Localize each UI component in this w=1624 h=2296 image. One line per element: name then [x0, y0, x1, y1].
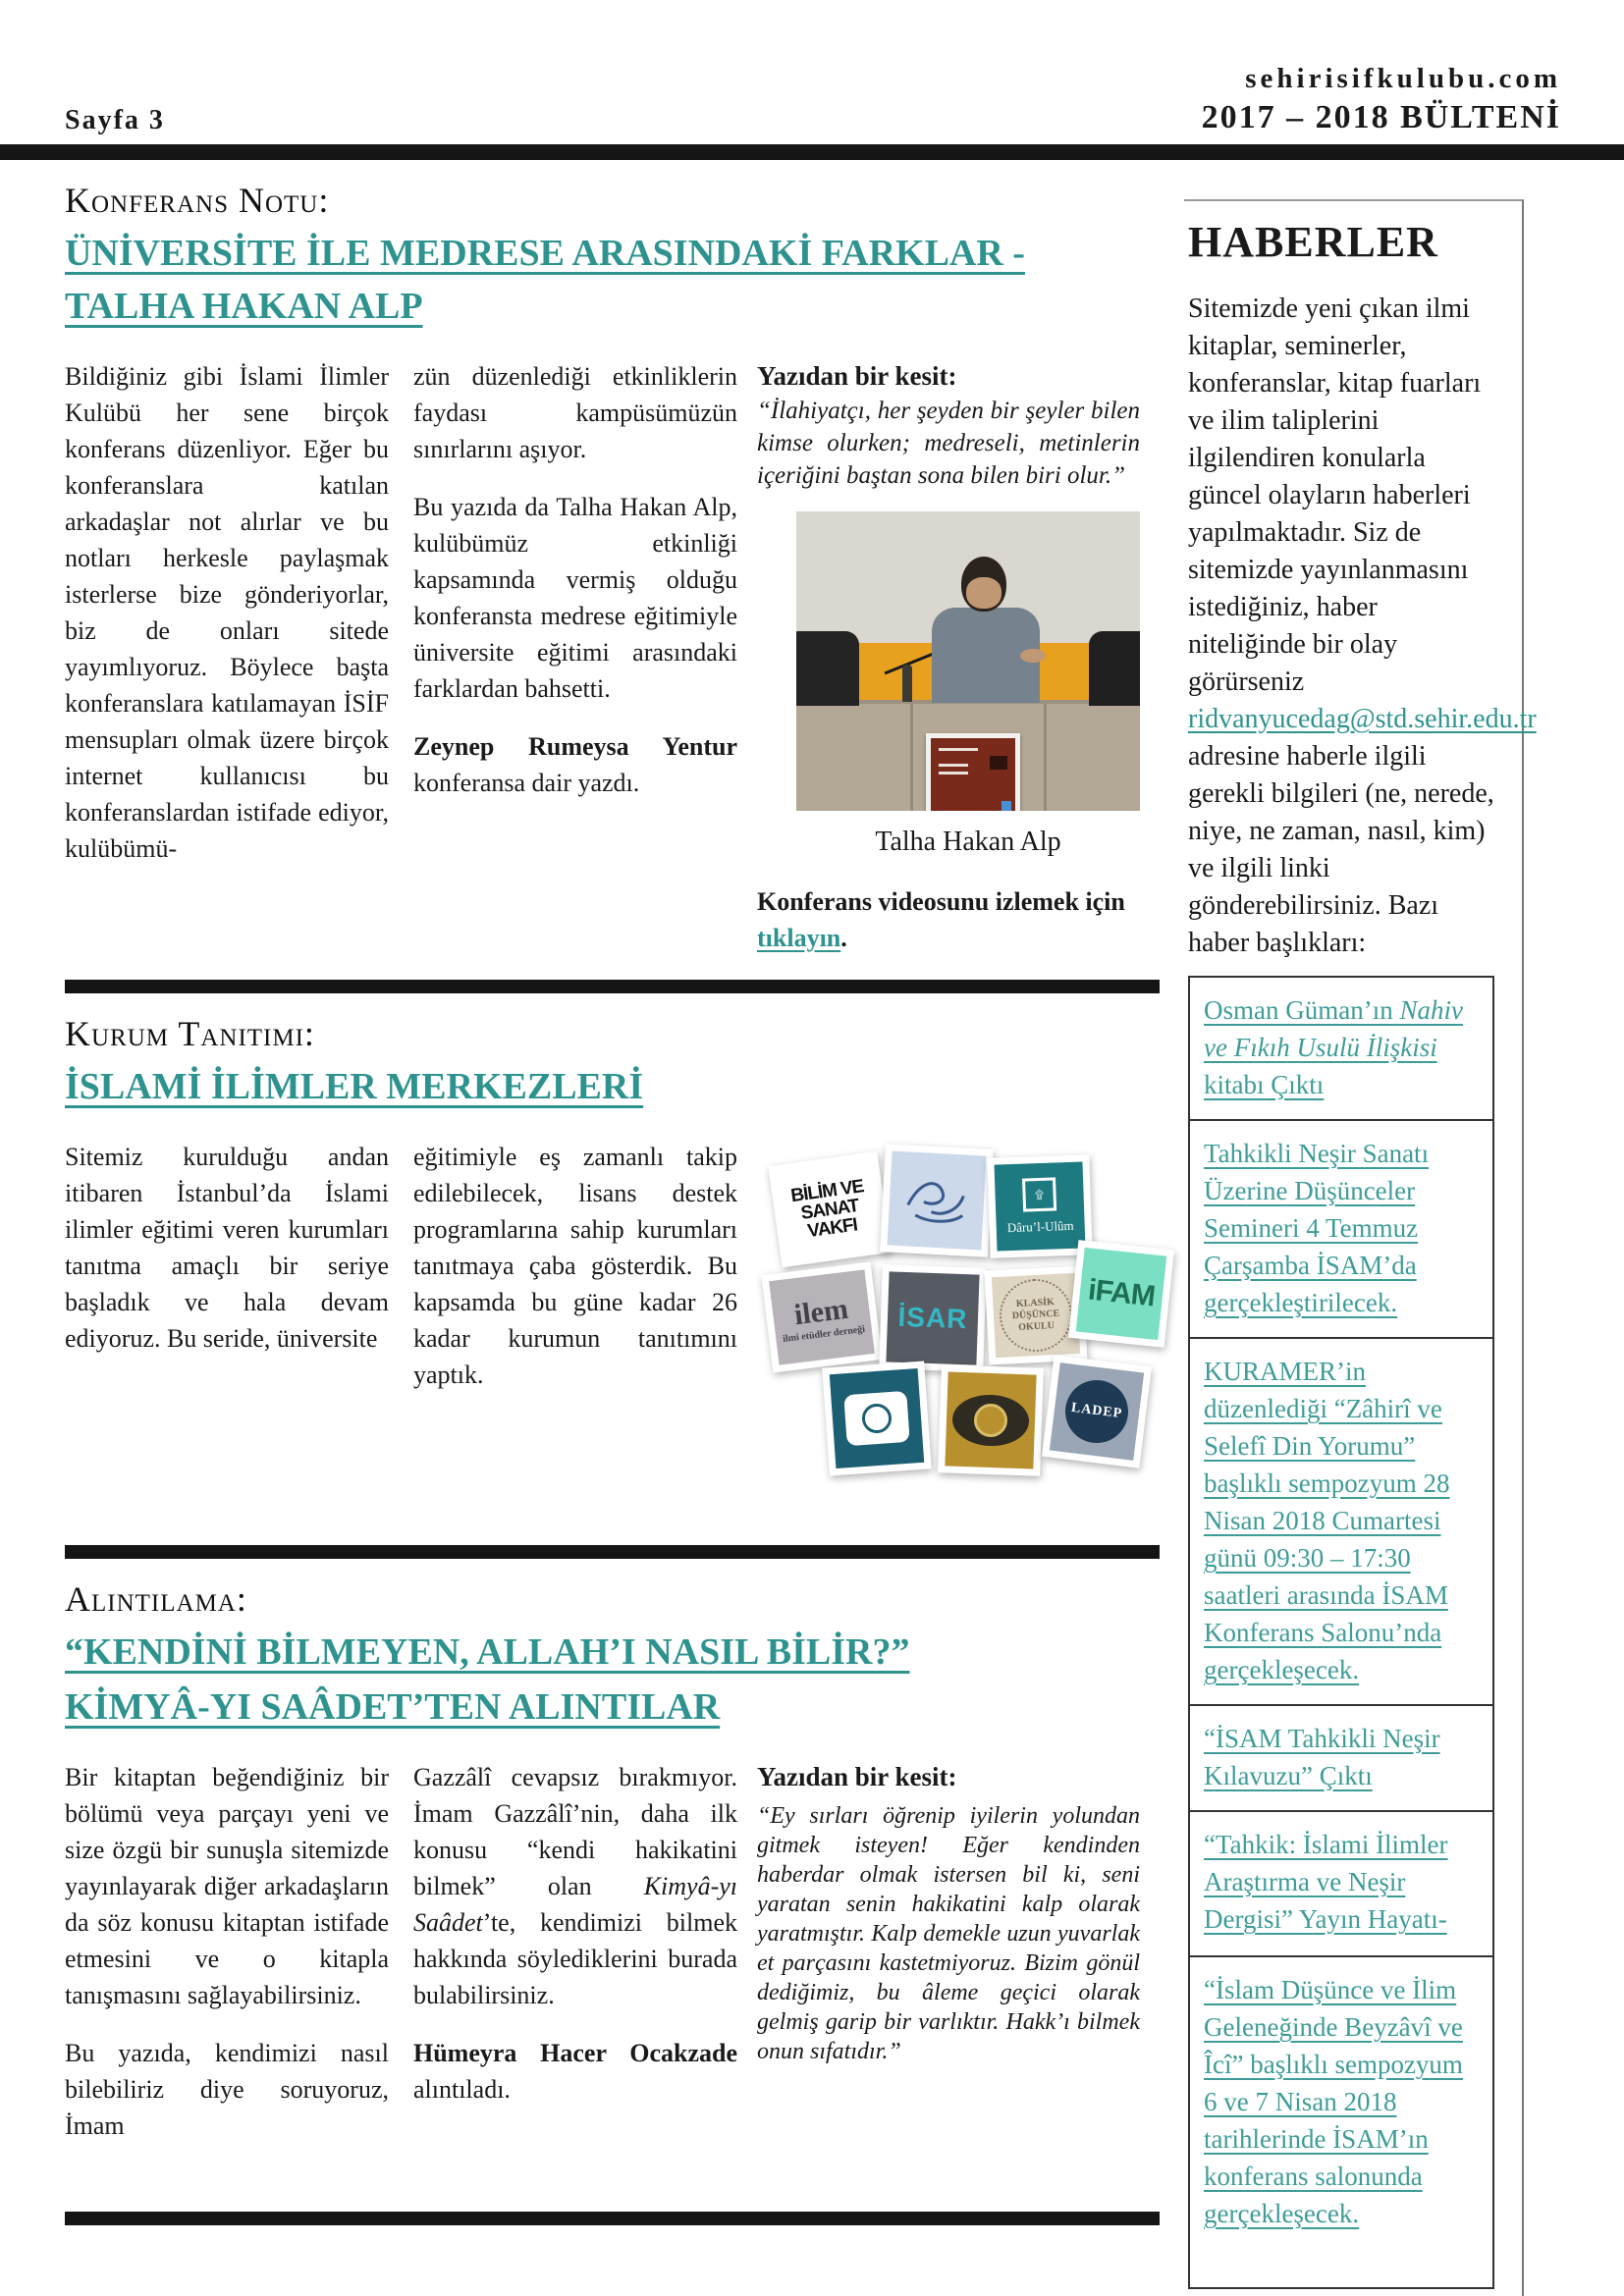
- desk-seam: [910, 703, 913, 811]
- news-link-2[interactable]: Tahkikli Neşir Sanatı Üzerine Düşünceler Semineri 4 Temmuz Çarşamba İSAM’da gerçekleştirilecek.: [1204, 1139, 1430, 1317]
- logo-card-ifam: [1068, 1240, 1174, 1348]
- section-divider: [65, 980, 1160, 993]
- kurum-col-2: [413, 1139, 737, 1522]
- speaker-face: [966, 577, 1001, 609]
- konferans-col-2: [413, 358, 737, 956]
- news-item: [1188, 1955, 1494, 2289]
- alinti-col-1: [65, 1759, 389, 2144]
- credit-rest: konferansa dair yazdı.: [413, 769, 640, 797]
- page-number-label: Sayfa 3: [65, 105, 165, 135]
- alinti-paragraph: Bir kitaptan beğendiğiniz bir bölümü veya parçayı yeni ve size özgü bir sunuşla sitemizde yayınlayarak diğer arkadaşların da söz konusu kitaptan istifade etmesini ve o kitapla tanışmasını sağlayabilirsiniz.: [65, 1763, 389, 2009]
- alinti-title-link-line2[interactable]: KİMYÂ-YI SAÂDET’TEN ALINTILAR: [65, 1686, 721, 1728]
- kurum-paragraph: Sitemiz kurulduğu andan itibaren İstanbul’da İslami ilimler eğitimi veren kurumları tanıtma amaçlı bir seriye başladık ve hala devam ediyoruz. Bu seride, üniversite: [65, 1143, 389, 1353]
- isar-logo: İSAR: [897, 1301, 968, 1335]
- intro-text-end: adresine haberle ilgili gerekli bilgileri (ne, nerede, niye, ne zaman, nasıl, kim) ve ilgili linki gönderebilirsiniz. Bazı haber başlıkları:: [1188, 741, 1494, 958]
- video-link[interactable]: tıklayın: [757, 924, 841, 952]
- kurum-kicker: Kurum Tanıtımı:: [65, 1014, 315, 1053]
- author-name: Hümeyra Hacer Ocakzade: [413, 2039, 737, 2067]
- logo-card-ladep: [1042, 1355, 1152, 1468]
- sidebar-title: HABERLER: [1188, 218, 1438, 266]
- konferans-kicker: Konferans Notu:: [65, 181, 330, 220]
- section-kurum-tanitimi: [65, 1013, 1160, 1522]
- news-list: [1188, 976, 1494, 2289]
- chair-silhouette: [1089, 631, 1140, 706]
- page-header: [0, 0, 1624, 144]
- alinti-col-3: [757, 1759, 1140, 2144]
- alinti-columns: [65, 1759, 1160, 2144]
- header-divider: [0, 144, 1624, 160]
- klasik-dusunce-label: KLASİK DÜŞÜNCE OKULU: [1011, 1297, 1060, 1333]
- kurum-paragraph: eğitimiyle eş zamanlı takip edilebilecek, lisans destek programlarına sahip kurumları tanıtmaya çaba gösterdik. Bu kapsamda bu güne kadar 26 kadar kurumun tanıtımını yaptık.: [413, 1143, 737, 1389]
- chair-silhouette: [796, 631, 859, 706]
- book-title: Kimyâ-yı Saâdet: [413, 1872, 737, 1937]
- kurum-col-1: [65, 1139, 389, 1522]
- arabic-calligraphy-icon: [901, 1171, 973, 1230]
- logo-card-darul-ulum: [987, 1154, 1092, 1258]
- bilim-sanat-vakfi-logo: BİLİM VE SANAT VAKFI: [789, 1175, 865, 1242]
- alinti-text-end: ’te, kendimizi bilmek hakkında söylediklerini burada bulabilirsiniz.: [413, 1908, 737, 2009]
- alinti-paragraph: [413, 1759, 737, 2013]
- konferans-paragraph: zün düzenlediği etkinliklerin faydası kampüsümüzün sınırlarını aşıyor.: [413, 362, 737, 463]
- conference-photo: [796, 511, 1140, 811]
- author-name: Zeynep Rumeysa Yentur: [413, 732, 737, 761]
- konferans-author-credit: [413, 728, 737, 801]
- ladep-label: LADEP: [1070, 1400, 1123, 1422]
- edition-label: 2017 – 2018 BÜLTENİ: [1201, 99, 1561, 135]
- news-link-1[interactable]: Osman Güman’ın Nahiv ve Fıkıh Usulü İlişkisi kitabı Çıktı: [1204, 995, 1463, 1099]
- credit-rest: alıntıladı.: [413, 2075, 511, 2104]
- news-link-3[interactable]: KURAMER’in düzenlediği “Zâhirî ve Selefî Din Yorumu” başlıklı sempozyum 28 Nisan 2018 Cumartesi günü 09:30 – 17:30 saatleri arasında İSAM Konferans Salonu’nda gerçekleşecek.: [1204, 1357, 1450, 1684]
- logo-card-calligraphy: [880, 1144, 994, 1257]
- news-link-5[interactable]: “Tahkik: İslami İlimler Araştırma ve Neşir Dergisi” Yayın Hayatı-: [1204, 1830, 1448, 1934]
- video-text-end: .: [840, 924, 847, 952]
- kurum-title-link[interactable]: İSLAMİ İLİMLER MERKEZLERİ: [65, 1066, 644, 1107]
- logo-card-isar: [879, 1264, 987, 1372]
- poster-logo-square: [1001, 801, 1011, 811]
- alinti-text: Gazzâlî cevapsız bırakmıyor. İmam Gazzâlî’nin, daha ilk konusu “kendi hakikatini bilmek” olan: [413, 1763, 737, 1900]
- news-item: [1188, 1704, 1494, 1812]
- alinti-kicker: Alıntılama:: [65, 1579, 247, 1619]
- ifam-logo: iFAM: [1086, 1273, 1157, 1313]
- news-item: [1188, 1119, 1494, 1339]
- gold-emblem-icon: [951, 1394, 1030, 1448]
- konferans-columns: [65, 358, 1160, 956]
- konferans-title-link[interactable]: ÜNİVERSİTE İLE MEDRESE ARASINDAKİ FARKLAR - TALHA HAKAN ALP: [65, 233, 1025, 327]
- suffa-emblem-icon: [843, 1391, 909, 1446]
- video-text: Konferans videosunu izlemek için: [757, 887, 1125, 916]
- konferans-col-1: [65, 358, 389, 956]
- konferans-paragraph: Bildiğiniz gibi İslami İlimler Kulübü her sene birçok konferans düzenliyor. Eğer bu konferanslara katılan arkadaşlar not alırlar ve bu notları herkesle paylaşmak isterlerse bize gönderiyorlar, biz de onları sitede yayımlıyoruz. Böylece başta konferanslara katılamayan İSİF mensupları olmak üzere birçok internet kullanıcısı bu konferanslardan istifade ediyor, kulübümü-: [65, 362, 389, 863]
- poster-text-line: [939, 772, 968, 774]
- logo-card-suffa-meclisi: [822, 1362, 931, 1476]
- kurum-col-3: [757, 1139, 1169, 1522]
- video-link-line: [757, 883, 1140, 956]
- darul-ulum-seal-icon: ۩: [1022, 1177, 1056, 1211]
- alinti-col-2: [413, 1759, 737, 2144]
- haberler-sidebar: [1184, 199, 1537, 2296]
- konferans-paragraph: Bu yazıda da Talha Hakan Alp, kulübümüz etkinliği kapsamında vermiş olduğu konferansta medrese eğitimiyle üniversite eğitimi arasındaki farklardan bahsetti.: [413, 493, 737, 703]
- ladep-emblem-icon: [1061, 1376, 1131, 1446]
- ilem-sub-label: ilmi etüdler derneği: [782, 1323, 866, 1345]
- alinti-title-link-line1[interactable]: “KENDİNİ BİLMEYEN, ALLAH’I NASIL BİLİR?”: [65, 1631, 910, 1673]
- excerpt-quote: “Ey sırları öğrenip iyilerin yolundan gitmek isteyen! Eğer kendinden haberdar olmak istersen bil ki, seni yaratan senin hakikatini kalp olarak yaratmıştır. Kalp demekle uzun yuvarlak et parçasını kastetmiyoruz. Bizim gönül dediğimiz, bu âleme geçici olarak gelmiş garip bir varlıktır. Hakk’ı bilmek onun sıfatıdır.”: [757, 1803, 1140, 2064]
- page-content: [0, 160, 1624, 2296]
- news-item: [1188, 976, 1494, 1121]
- header-right: [1202, 63, 1561, 136]
- email-link[interactable]: ridvanyucedag@std.sehir.edu.tr: [1188, 704, 1537, 734]
- news-link-6[interactable]: “İslam Düşünce ve İlim Geleneğinde Beyzâvî ve Îcî” başlıklı sempozyum 6 ve 7 Nisan 2018 tarihlerinde İSAM’ın konferans salonunda gerçekleşecek.: [1204, 1975, 1463, 2228]
- news-item: [1188, 1810, 1494, 1957]
- photo-caption: Talha Hakan Alp: [875, 827, 1061, 857]
- excerpt-label: Yazıdan bir kesit:: [757, 1762, 957, 1791]
- event-poster-inner: [931, 738, 1015, 811]
- poster-text-line: [939, 764, 968, 767]
- site-url: sehirisifkulubu.com: [1245, 63, 1561, 94]
- logo-card-ilem: [761, 1262, 882, 1373]
- main-column: [65, 160, 1160, 2144]
- news-item: [1188, 1337, 1494, 1706]
- water-bottle: [902, 665, 912, 702]
- darul-ulum-label: Dâru’l-Ulûm: [1006, 1217, 1074, 1236]
- desk-seam: [1044, 703, 1047, 811]
- kurum-columns: [65, 1139, 1160, 1522]
- excerpt-label: Yazıdan bir kesit:: [757, 361, 957, 391]
- excerpt-quote: “İlahiyatçı, her şeyden bir şeyler bilen kimse olurken; medreseli, metinlerin içeriğini baştan sona bilen biri olur.”: [757, 398, 1140, 489]
- alinti-author-credit: [413, 2035, 737, 2108]
- klasik-ornament-ring: [998, 1277, 1074, 1354]
- alinti-paragraph: Bu yazıda, kendimizi nasıl bilebiliriz diye soruyoruz, İmam: [65, 2039, 389, 2140]
- section-alintilama: [65, 1578, 1160, 2144]
- poster-podium-graphic: [990, 756, 1007, 770]
- logo-card-bilim-sanat-vakfi: [768, 1151, 891, 1268]
- ilem-logo: ilem: [791, 1292, 850, 1331]
- logo-card-gold-emblem: [938, 1364, 1044, 1476]
- section-konferans-notu: [65, 180, 1160, 956]
- footer-divider: [65, 2212, 1160, 2225]
- event-poster: [926, 733, 1020, 811]
- logo-collage: [757, 1129, 1169, 1522]
- konferans-col-3: [757, 358, 1140, 956]
- poster-text-line: [939, 748, 978, 751]
- news-link-4[interactable]: “İSAM Tahkikli Neşir Kılavuzu” Çıktı: [1204, 1724, 1440, 1790]
- intro-text: Sitemizde yeni çıkan ilmi kitaplar, seminerler, konferanslar, kitap fuarları ve ilim taliplerini ilgilendiren konularla güncel olayların haberleri yapılmaktadır. Siz de sitemizde yayınlanmasını istediğiniz, haber niteliğinde bir olay görürseniz: [1188, 294, 1482, 697]
- section-divider: [65, 1545, 1160, 1559]
- sidebar-intro: [1188, 291, 1537, 962]
